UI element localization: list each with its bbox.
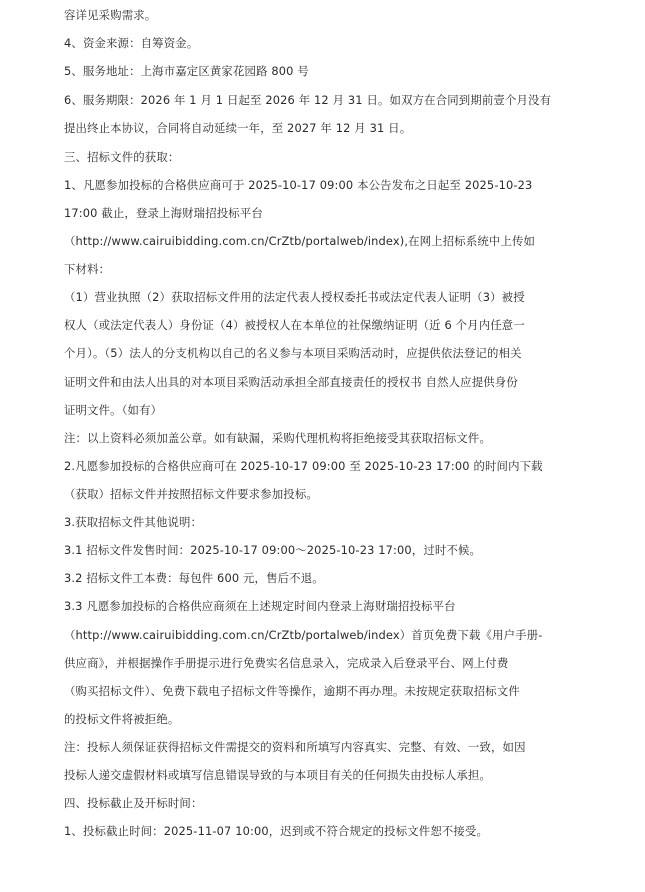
text-line: 权人（或法定代表人）身份证（4）被授权人在本单位的社保缴纳证明（近 6 个月内任意一 bbox=[64, 318, 525, 332]
text-line: 4、资金来源：自筹资金。 bbox=[64, 36, 199, 50]
text-line: 下材料： bbox=[64, 262, 111, 276]
text-line: 供应商》，并根据操作手册提示进行免费实名信息录入，完成录入后登录平台、网上付费 bbox=[64, 656, 509, 670]
text-line: （http://www.cairuibidding.com.cn/CrZtb/portalweb/index),在网上招标系统中上传如 bbox=[64, 234, 536, 248]
text-line: 3.2 招标文件工本费：每包件 600 元，售后不退。 bbox=[64, 571, 324, 585]
text-line: 提出终止本协议，合同将自动延续一年，至 2027 年 12 月 31 日。 bbox=[64, 121, 412, 135]
note-line: 注：以上资料必须加盖公章。如有缺漏，采购代理机构将拒绝接受其获取招标文件。 bbox=[64, 431, 492, 445]
text-line: 3.1 招标文件发售时间：2025-10-17 09:00～2025-10-23 17:00，过时不候。 bbox=[64, 543, 482, 557]
text-line: 17:00 截止，登录上海财瑞招投标平台 bbox=[64, 206, 263, 220]
text-line: 3.3 凡愿参加投标的合格供应商须在上述规定时间内登录上海财瑞招投标平台 bbox=[64, 599, 456, 613]
text-line: 投标人递交虚假材料或填写信息错误导致的与本项目有关的任何损失由投标人承担。 bbox=[64, 768, 492, 782]
text-line: 2.凡愿参加投标的合格供应商可在 2025-10-17 09:00 至 2025-10-23 17:00 的时间内下载 bbox=[64, 459, 543, 473]
note-line: 注：投标人须保证获得招标文件需提交的资料和所填写内容真实、完整、有效、一致，如因 bbox=[64, 740, 526, 754]
text-line: 个月）。（5）法人的分支机构以自己的名义参与本项目采购活动时，应提供依法登记的相关 bbox=[64, 346, 522, 360]
text-line: 1、凡愿参加投标的合格供应商可于 2025-10-17 09:00 本公告发布之日起至 2025-10-23 bbox=[64, 178, 533, 192]
section-heading: 四、投标截止及开标时间： bbox=[64, 796, 203, 810]
text-line: 5、服务地址：上海市嘉定区黄家花园路 800 号 bbox=[64, 64, 309, 78]
text-line: （1）营业执照（2）获取招标文件用的法定代表人授权委托书或法定代表人证明（3）被授 bbox=[64, 290, 525, 304]
text-line: 容详见采购需求。 bbox=[64, 8, 157, 22]
section-heading: 三、招标文件的获取： bbox=[64, 150, 180, 164]
text-line: 证明文件。（如有） bbox=[64, 403, 163, 417]
text-line: 3.获取招标文件其他说明： bbox=[64, 515, 203, 529]
text-line: 的投标文件将被拒绝。 bbox=[64, 712, 180, 726]
text-line: 1、投标截止时间：2025-11-07 10:00，迟到或不符合规定的投标文件恕不接受。 bbox=[64, 824, 489, 838]
text-line: 6、服务期限：2026 年 1 月 1 日起至 2026 年 12 月 31 日。如双方在合同到期前壹个月没有 bbox=[64, 93, 552, 107]
text-line: （http://www.cairuibidding.com.cn/CrZtb/portalweb/index）首页免费下载《用户手册- bbox=[64, 628, 543, 642]
text-line: 证明文件和由法人出具的对本项目采购活动承担全部直接责任的授权书 自然人应提供身份 bbox=[64, 375, 518, 389]
text-line: （购买招标文件）、免费下载电子招标文件等操作，逾期不再办理。未按规定获取招标文件 bbox=[64, 684, 520, 698]
text-line: （获取）招标文件并按照招标文件要求参加投标。 bbox=[64, 487, 318, 501]
